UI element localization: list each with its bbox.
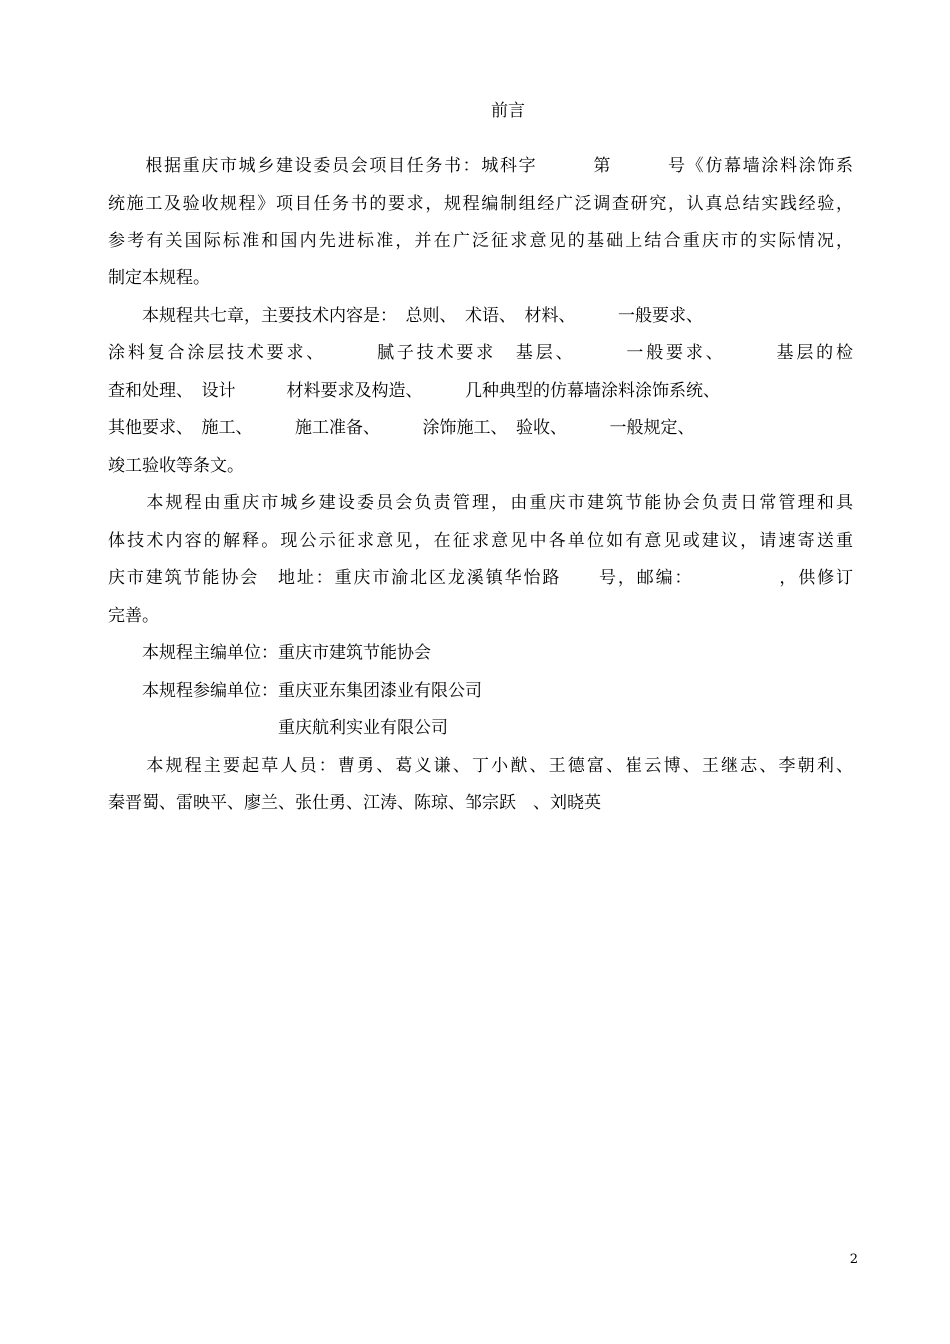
paragraph-line-8: 其他要求、 施工、 施工准备、 涂饰施工、 验收、 一般规定、 bbox=[108, 418, 695, 438]
paragraph-line-6: 涂料复合涂层技术要求、 腻子技术要求 基层、 一般要求、 基层的检 bbox=[108, 343, 853, 363]
page-number: 2 bbox=[849, 1252, 858, 1267]
paragraph-line-1: 根据重庆市城乡建设委员会项目任务书：城科字 第 号《仿幕墙涂料涂饰系 bbox=[108, 156, 853, 176]
paragraph-line-2: 统施工及验收规程》项目任务书的要求，规程编制组经广泛调查研究，认真总结实践经验， bbox=[108, 194, 853, 214]
paragraph-line-11: 体技术内容的解释。现公示征求意见，在征求意见中各单位如有意见或建议，请速寄送重 bbox=[108, 531, 853, 551]
paragraph-line-3: 参考有关国际标准和国内先进标准，并在广泛征求意见的基础上结合重庆市的实际情况， bbox=[108, 231, 853, 251]
participating-unit-line-2: 重庆航利实业有限公司 bbox=[108, 718, 448, 738]
paragraph-line-4: 制定本规程。 bbox=[108, 268, 210, 288]
document-title: 前言 bbox=[491, 101, 525, 121]
paragraph-line-10: 本规程由重庆市城乡建设委员会负责管理，由重庆市建筑节能协会负责日常管理和具 bbox=[108, 493, 853, 513]
drafters-line-2: 秦晋蜀、雷映平、廖兰、张仕勇、江涛、陈琼、邹宗跃 、刘晓英 bbox=[108, 793, 601, 813]
paragraph-line-9: 竣工验收等条文。 bbox=[108, 456, 244, 476]
participating-unit-line-1: 本规程参编单位：重庆亚东集团漆业有限公司 bbox=[108, 681, 482, 701]
editor-unit-line: 本规程主编单位：重庆市建筑节能协会 bbox=[108, 643, 431, 663]
paragraph-line-5: 本规程共七章，主要技术内容是： 总则、 术语、 材料、 一般要求、 bbox=[108, 306, 703, 326]
paragraph-line-12: 庆市建筑节能协会 地址：重庆市渝北区龙溪镇华怡路 号，邮编： ，供修订 bbox=[108, 568, 853, 588]
drafters-line-1: 本规程主要起草人员：曹勇、葛义谦、丁小猷、王德富、崔云博、王继志、李朝利、 bbox=[108, 756, 853, 776]
paragraph-line-7: 查和处理、 设计 材料要求及构造、 几种典型的仿幕墙涂料涂饰系统、 bbox=[108, 381, 720, 401]
paragraph-line-13: 完善。 bbox=[108, 606, 159, 626]
